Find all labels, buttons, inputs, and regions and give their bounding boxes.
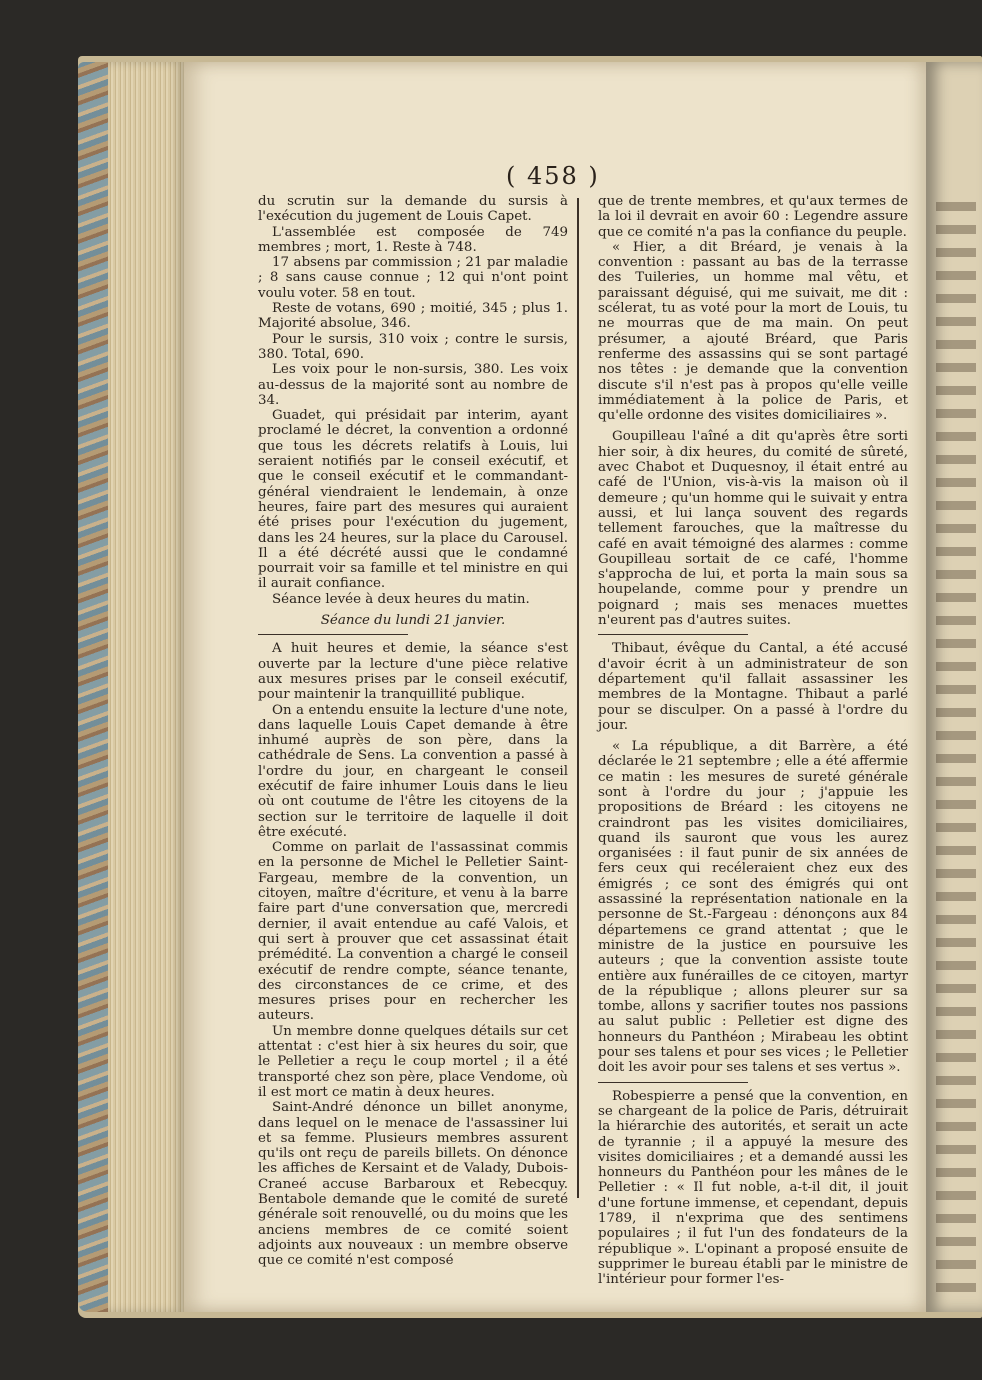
paragraph: Saint-André dénonce un billet anonyme, dans lequel on le menace de l'assassiner lui et sa femme. Plusieurs membres assurent qu'ils ont reçu de pareils billets. On dénonce les affiches de Kersaint et de Valady, Dubois-Craneé accuse Barbaroux et Rebecquy. Bentabole demande que le comité de sureté générale soit renouvellé, ou du moins que les anciens membres de ce comité soient adjoints aux nouveaux : un membre observe que ce comité n'est composé [258,1100,568,1269]
paragraph: « La république, a dit Barrère, a été déclarée le 21 septembre ; elle a été affermie ce matin : les mesures de sureté générale sont à l'ordre du jour ; j'appuie les propositions de Bréard : les citoyens ne craindront pas les visites domiciliaires, quand ils sauront que vous les aurez organisées : il faut punir de six années de fers ceux qui recéleraient chez eux des émigrés ; ce sont des émigrés qui ont assassiné la représentation nationale en la personne de St.-Fargeau : dénonçons aux 84 départemens ce grand attentat ; que le ministre de la justice en poursuive les auteurs ; que la convention assiste toute entière aux funérailles de ce citoyen, martyr de la république ; allons pleurer sur sa tombe, allons y sacrifier toutes nos passions au salut public : Pelletier est digne des honneurs du Panthéon ; Mirabeau les obtint pour ses talens et pour ses vices ; le Pelletier doit les avoir pour ses talens et ses vertus ». [598,739,908,1076]
paragraph: 17 absens par commission ; 21 par maladie ; 8 sans cause connue ; 12 qui n'ont point voulu voter. 58 en tout. [258,255,568,301]
paragraph: Goupilleau l'aîné a dit qu'après être sorti hier soir, à dix heures, du comité de sûreté, avec Chabot et Duquesnoy, il était entré au café de l'Union, vis-à-vis la maison où il demeure ; qu'un homme qui le suivait y entra aussi, et lui lança souvent des regards tellement farouches, que la maîtresse du café en avait témoigné des alarmes : comme Goupilleau sortait de ce café, l'homme s'approcha de lui, et porta la main sous sa houpelande, comme pour y prendre un poignard ; mais ses menaces muettes n'eurent pas d'autres suites. [598,429,908,629]
paragraph: du scrutin sur la demande du sursis à l'exécution du jugement de Louis Capet. [258,194,568,225]
paragraph: A huit heures et demie, la séance s'est ouverte par la lecture d'une pièce relative aux mesures prises par le conseil exécutif, pour maintenir la tranquillité publique. [258,641,568,703]
paragraph: « Hier, a dit Bréard, je venais à la convention : passant au bas de la terrasse des Tuileries, un homme mal vêtu, et paraissant déguisé, qui me suivait, me dit : scélerat, tu as voté pour la mort de Louis, tu ne mourras que de ma main. On peut présumer, a ajouté Bréard, que Paris renferme des assassins qui se sont partagé nos têtes : je demande que la convention discute s'il n'est pas à propos qu'elle veille immédiatement à la police de Paris, et qu'elle ordonne des visites domiciliaires ». [598,239,908,424]
paragraph: Comme on parlait de l'assassinat commis en la personne de Michel le Pelletier Saint-Fargeau, membre de la convention, un citoyen, maître d'écriture, et venu à la barre faire part d'une conversation que, mercredi dernier, il avait entendue au café Valois, et qui sert à prouver que cet assassinat était prémédité. La convention a chargé le conseil exécutif de rendre compte, séance tenante, des circonstances de ce crime, et des mesures prises pour en rechercher les auteurs. [258,840,568,1024]
paragraph: Un membre donne quelques détails sur cet attentat : c'est hier à six heures du soir, que le Pelletier a reçu le coup mortel ; il a été transporté chez son père, place Vendome, où il est mort ce matin à deux heures. [258,1023,568,1100]
paragraph: Guadet, qui présidait par interim, ayant proclamé le décret, la convention a ordonné que tous les décrets relatifs à Louis, lui seraient notifiés par le conseil exécutif, et que le conseil exécutif et le commandant-général viendraient le lendemain, à onze heures, faire part des mesures qui auraient été prises pour l'exécution du jugement, dans les 24 heures, sur la place du Carousel. Il a été décrété aussi que le condamné pourrait voir sa famille et tel ministre en qui il aurait confiance. [258,408,568,592]
paragraph: Les voix pour le non-sursis, 380. Les voix au-dessus de la majorité sont au nombre de 34. [258,362,568,408]
heading-rule [258,634,408,635]
page-edges [108,62,184,1312]
paragraph-rule [598,1082,748,1083]
book-page [184,62,926,1312]
marbled-edge [78,62,112,1312]
column-rule [577,198,579,1198]
paragraph: Reste de votans, 690 ; moitié, 345 ; plus 1. Majorité absolue, 346. [258,301,568,332]
paragraph: L'assemblée est composée de 749 membres ; mort, 1. Reste à 748. [258,224,568,255]
paragraph: Thibaut, évêque du Cantal, a été accusé d'avoir écrit à un administrateur de son département qu'il fallait assassiner les membres de la Montagne. Thibaut a parlé pour se disculper. On a passé à l'ordre du jour. [598,641,908,733]
right-column [598,194,908,1287]
paragraph-rule [598,634,748,635]
left-column [258,194,568,1268]
facing-page-edge [926,62,982,1312]
paragraph: On a entendu ensuite la lecture d'une note, dans laquelle Louis Capet demande à être inhumé auprès de son père, dans la cathédrale de Sens. La convention a passé à l'ordre du jour, en chargeant le conseil exécutif de faire inhumer Louis dans le lieu où ont coutume de l'être les citoyens de la section sur le territoire de laquelle il doit être exécuté. [258,702,568,840]
page-number: ( 458 ) [506,162,600,190]
section-heading: Séance du lundi 21 janvier. [320,613,506,629]
paragraph: Pour le sursis, 310 voix ; contre le sursis, 380. Total, 690. [258,331,568,362]
paragraph: que de trente membres, et qu'aux termes de la loi il devrait en avoir 60 : Legendre assure que ce comité n'a pas la confiance du peuple. [598,194,908,240]
facing-page-text-lines [936,202,982,1306]
paragraph: Séance levée à deux heures du matin. [272,591,530,607]
paragraph: Robespierre a pensé que la convention, en se chargeant de la police de Paris, détruirait la hiérarchie des autorités, et serait un acte de tyrannie ; il a appuyé la mesure des visites domiciliaires ; et a demandé aussi les honneurs du Panthéon pour les mânes de le Pelletier : « Il fut noble, a-t-il dit, il jouit d'une fortune immense, et cependant, depuis 1789, il n'exprima que des sentimens populaires ; il fut l'un des fondateurs de la république ». L'opinant a proposé ensuite de supprimer le bureau établi par le ministre de l'intérieur pour former l'es- [598,1088,908,1288]
